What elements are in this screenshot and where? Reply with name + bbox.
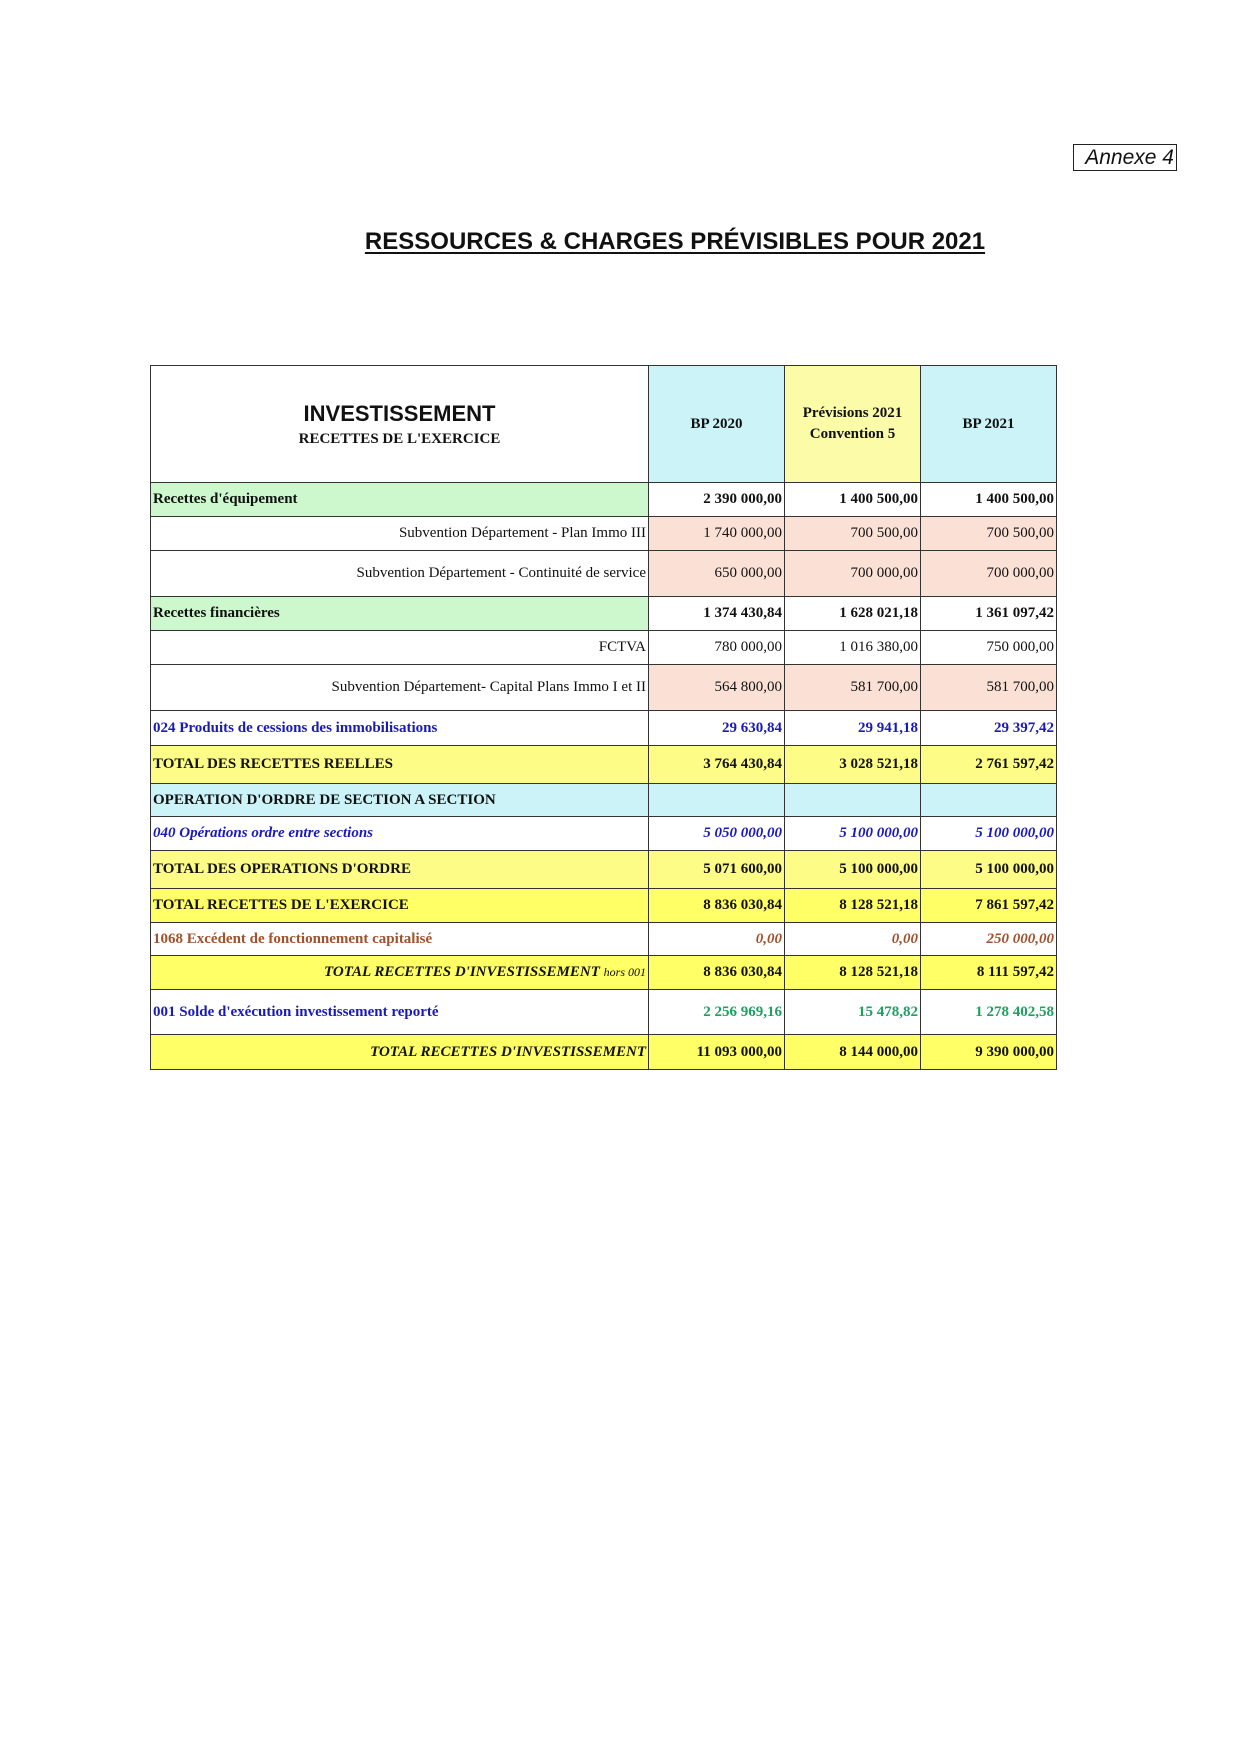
table-row [151, 551, 1057, 597]
cell-previsions-2021: 581 700,00 [785, 665, 921, 711]
cell-bp2020: 5 050 000,00 [649, 817, 785, 851]
cell-bp2020: 0,00 [649, 923, 785, 956]
cell-previsions-2021: 29 941,18 [785, 711, 921, 746]
row-label-text: TOTAL RECETTES D'INVESTISSEMENT [323, 964, 600, 980]
annexe-label: Annexe 4 [1073, 144, 1177, 171]
investment-table [150, 365, 1057, 1070]
row-label [151, 956, 649, 990]
cell-previsions-2021: 700 000,00 [785, 551, 921, 597]
row-label: 001 Solde d'exécution investissement reporté [151, 990, 649, 1035]
cell-previsions-2021: 15 478,82 [785, 990, 921, 1035]
cell-bp2020: 2 256 969,16 [649, 990, 785, 1035]
cell-previsions-2021: 5 100 000,00 [785, 817, 921, 851]
cell-previsions-2021: 8 144 000,00 [785, 1035, 921, 1070]
cell-bp2021: 750 000,00 [921, 631, 1057, 665]
cell-bp2021: 5 100 000,00 [921, 851, 1057, 889]
cell-previsions-2021: 5 100 000,00 [785, 851, 921, 889]
cell-bp2020: 8 836 030,84 [649, 956, 785, 990]
cell-bp2021: 29 397,42 [921, 711, 1057, 746]
cell-bp2021 [921, 784, 1057, 817]
cell-previsions-2021: 8 128 521,18 [785, 889, 921, 923]
cell-bp2021: 1 400 500,00 [921, 483, 1057, 517]
row-label: TOTAL RECETTES D'INVESTISSEMENT [151, 1035, 649, 1070]
row-label: TOTAL DES RECETTES REELLES [151, 746, 649, 784]
column-header-bp2021: BP 2021 [921, 366, 1057, 483]
header-title-cell [151, 366, 649, 483]
section-title: INVESTISSEMENT [303, 400, 496, 426]
cell-previsions-2021: 1 016 380,00 [785, 631, 921, 665]
cell-bp2021: 250 000,00 [921, 923, 1057, 956]
row-label: FCTVA [151, 631, 649, 665]
table-row [151, 665, 1057, 711]
table-row [151, 889, 1057, 923]
cell-bp2021: 1 361 097,42 [921, 597, 1057, 631]
column-header-bp2020: BP 2020 [649, 366, 785, 483]
table-row [151, 923, 1057, 956]
cell-bp2021: 5 100 000,00 [921, 817, 1057, 851]
row-label: TOTAL RECETTES DE L'EXERCICE [151, 889, 649, 923]
cell-bp2021: 700 000,00 [921, 551, 1057, 597]
table-row [151, 711, 1057, 746]
table-row [151, 746, 1057, 784]
cell-bp2021: 7 861 597,42 [921, 889, 1057, 923]
cell-bp2020: 650 000,00 [649, 551, 785, 597]
table-row [151, 483, 1057, 517]
row-label: 1068 Excédent de fonctionnement capitalisé [151, 923, 649, 956]
cell-bp2020: 11 093 000,00 [649, 1035, 785, 1070]
table-row [151, 817, 1057, 851]
row-label: Subvention Département - Plan Immo III [151, 517, 649, 551]
row-label: Subvention Département - Continuité de service [151, 551, 649, 597]
row-label: Subvention Département- Capital Plans Immo I et II [151, 665, 649, 711]
table-row [151, 851, 1057, 889]
row-label: Recettes financières [151, 597, 649, 631]
cell-bp2020: 8 836 030,84 [649, 889, 785, 923]
cell-previsions-2021: 1 400 500,00 [785, 483, 921, 517]
cell-bp2021: 2 761 597,42 [921, 746, 1057, 784]
column-header-previsions-line2: Convention 5 [809, 426, 896, 442]
cell-bp2021: 8 111 597,42 [921, 956, 1057, 990]
cell-bp2020: 1 740 000,00 [649, 517, 785, 551]
cell-bp2020: 3 764 430,84 [649, 746, 785, 784]
cell-bp2020: 2 390 000,00 [649, 483, 785, 517]
table-row [151, 784, 1057, 817]
cell-bp2021: 9 390 000,00 [921, 1035, 1057, 1070]
page-title: RESSOURCES & CHARGES PRÉVISIBLES POUR 2021 [364, 228, 986, 255]
table-row [151, 956, 1057, 990]
cell-bp2020: 564 800,00 [649, 665, 785, 711]
column-header-previsions-2021 [785, 366, 921, 483]
row-label: Recettes d'équipement [151, 483, 649, 517]
cell-previsions-2021: 8 128 521,18 [785, 956, 921, 990]
table-row [151, 517, 1057, 551]
table-header-row [151, 366, 1057, 483]
row-label: 040 Opérations ordre entre sections [151, 817, 649, 851]
table-row [151, 597, 1057, 631]
table-row [151, 631, 1057, 665]
row-label: 024 Produits de cessions des immobilisations [151, 711, 649, 746]
cell-previsions-2021: 700 500,00 [785, 517, 921, 551]
cell-bp2020: 1 374 430,84 [649, 597, 785, 631]
row-label: OPERATION D'ORDRE DE SECTION A SECTION [151, 784, 649, 817]
cell-bp2020: 780 000,00 [649, 631, 785, 665]
table-row [151, 1035, 1057, 1070]
cell-previsions-2021: 3 028 521,18 [785, 746, 921, 784]
cell-previsions-2021: 0,00 [785, 923, 921, 956]
row-label-suffix: hors 001 [603, 965, 646, 979]
cell-previsions-2021: 1 628 021,18 [785, 597, 921, 631]
cell-bp2021: 1 278 402,58 [921, 990, 1057, 1035]
section-subtitle: RECETTES DE L'EXERCICE [298, 430, 501, 447]
cell-bp2020: 5 071 600,00 [649, 851, 785, 889]
cell-bp2020 [649, 784, 785, 817]
table-row [151, 990, 1057, 1035]
cell-previsions-2021 [785, 784, 921, 817]
cell-bp2021: 700 500,00 [921, 517, 1057, 551]
column-header-previsions-line1: Prévisions 2021 [802, 405, 903, 421]
cell-bp2020: 29 630,84 [649, 711, 785, 746]
row-label: TOTAL DES OPERATIONS D'ORDRE [151, 851, 649, 889]
cell-bp2021: 581 700,00 [921, 665, 1057, 711]
